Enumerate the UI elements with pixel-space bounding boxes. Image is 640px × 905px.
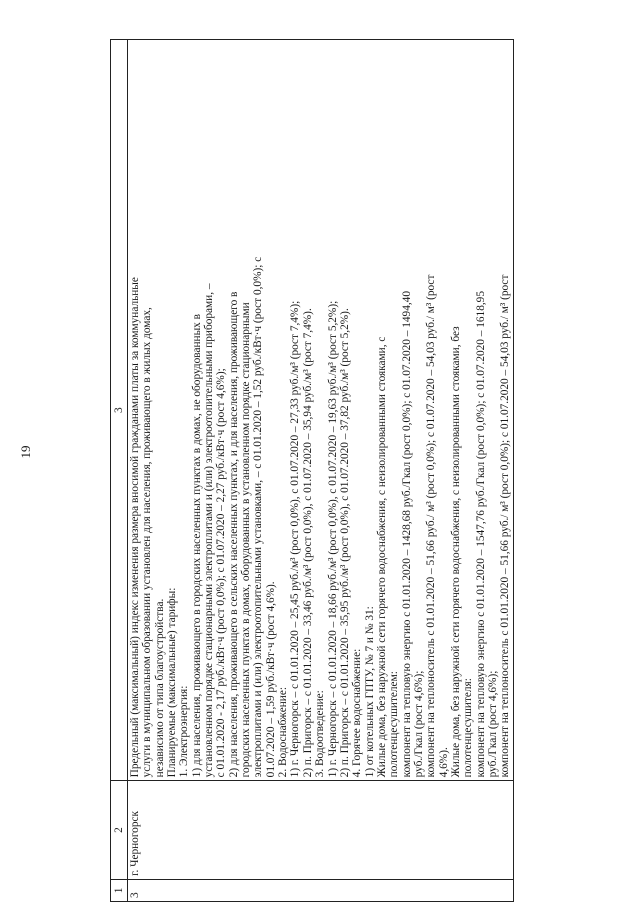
table-header-row <box>111 40 128 902</box>
content-line: полотенцесушителем: <box>388 671 401 778</box>
content-line: независимо от типа благоустройства. <box>153 598 166 778</box>
content-line: компонент на тепловую энергию с 01.01.2020 – 1428,68 руб./Гкал (рост 0,0%); с 01.07.2020 – 1494,40 <box>400 291 413 778</box>
content-line: 2) п. Пригорск – с 01.01.2020 – 33,46 руб./м³ (рост 0,0%), с 01.07.2020 – 35,94 руб./м³ (рост 7,4%). <box>301 308 314 778</box>
content-line: 1) г. Черногорск – с 01.01.2020 – 25,45 руб./м³ (рост 0,0%), с 01.07.2020 – 27,33 руб./м³ (рост 7,4%); <box>289 300 302 778</box>
city-name: г. Черногорск <box>128 781 514 880</box>
content-line: 3. Водоотведение: <box>314 690 327 778</box>
content-line: Жилые дома, без наружной сети горячего водоснабжения, с неизолированными стояками, без <box>449 326 462 778</box>
header-col-1: 1 <box>111 879 128 901</box>
content-line: Предельный (максимальный) индекс изменения размера вносимой гражданами платы за коммунальные <box>129 277 141 778</box>
content-line: электроплитами и (или) электроотопительными установками, – с 01.01.2020 – 1,52 руб./кВт·ч (рост 0,0%); с <box>252 256 265 778</box>
content-line: 1. Электроэнергия: <box>178 685 191 778</box>
rotated-page <box>110 39 601 902</box>
row-number: 3 <box>128 879 514 901</box>
content-line: 4. Горячее водоснабжение: <box>351 648 364 778</box>
page-number: 19 <box>18 445 33 459</box>
content-line: 2. Водоснабжение: <box>277 687 290 778</box>
content-line: полотенцесушителя: <box>462 678 475 778</box>
content-line: руб./Гкал (рост 4,6%); <box>412 670 425 778</box>
content-line: 1) для населения, проживающего в городских населенных пунктах в домах, не оборудованных в <box>190 314 203 778</box>
table-row <box>128 40 514 902</box>
content-line: компонент на теплоноситель с 01.01.2020 – 51,66 руб./ м³ (рост 0,0%); с 01.07.2020 – 54,03 руб./ м³ (рост <box>425 274 438 778</box>
header-col-3: 3 <box>111 40 128 781</box>
content-line: 4,6%). <box>437 747 450 778</box>
content-line: с 01.01.2020 - 2,17 руб./кВт·ч (рост 0,0%); с 01.07.2020 – 2,27 руб./кВт·ч (рост 4,6%); <box>215 368 228 778</box>
content-line: 2) для населения, проживающего в сельских населенных пунктах, и для населения, проживающего в <box>227 291 240 778</box>
tariff-description <box>128 40 514 781</box>
content-line: руб./Гкал (рост 4,6%); <box>486 670 499 778</box>
content-line: 01.07.2020 – 1,59 руб./кВт·ч (рост 4,6%). <box>264 581 277 778</box>
content-line: 2) п. Пригорск – с 01.01.2020 – 35,95 руб./м³ (рост 0,0%), с 01.07.2020 – 37,82 руб./м³ (рост 5,2%). <box>338 308 351 778</box>
content-line: услуги в муниципальном образовании установлен для населения, проживающего в жилых домах, <box>141 307 154 778</box>
content-line: компонент на теплоноситель с 01.01.2020 – 51,66 руб./ м³ (рост 0,0%); с 01.07.2020 – 54,03 руб./ м³ (рост <box>499 274 512 778</box>
content-line: 1) от котельных ГПТУ, № 7 и № 31: <box>363 606 376 778</box>
content-line: Жилые дома, без наружной сети горячего водоснабжения, с неизолированными стояками, с <box>375 336 388 778</box>
content-line: компонент на тепловую энергию с 01.01.2020 – 1547,76 руб./Гкал (рост 0,0%); с 01.07.2020 – 1618,95 <box>474 291 487 778</box>
content-line: городских населенных пунктах в домах, оборудованных в установленном порядке стационарными <box>240 302 253 778</box>
content-line: установленном порядке стационарными электроплитами и (или) электроотопительными приборами, – <box>203 283 216 778</box>
header-col-2: 2 <box>111 781 128 880</box>
content-line: 1) г. Черногорск – с 01.01.2020 – 18,66 руб./м³ (рост 0,0%), с 01.07.2020 – 19,63 руб./м³ (рост 5,2%); <box>326 300 339 778</box>
tariff-table <box>110 39 514 902</box>
content-line: Планируемые (максимальные) тарифы: <box>166 587 179 778</box>
